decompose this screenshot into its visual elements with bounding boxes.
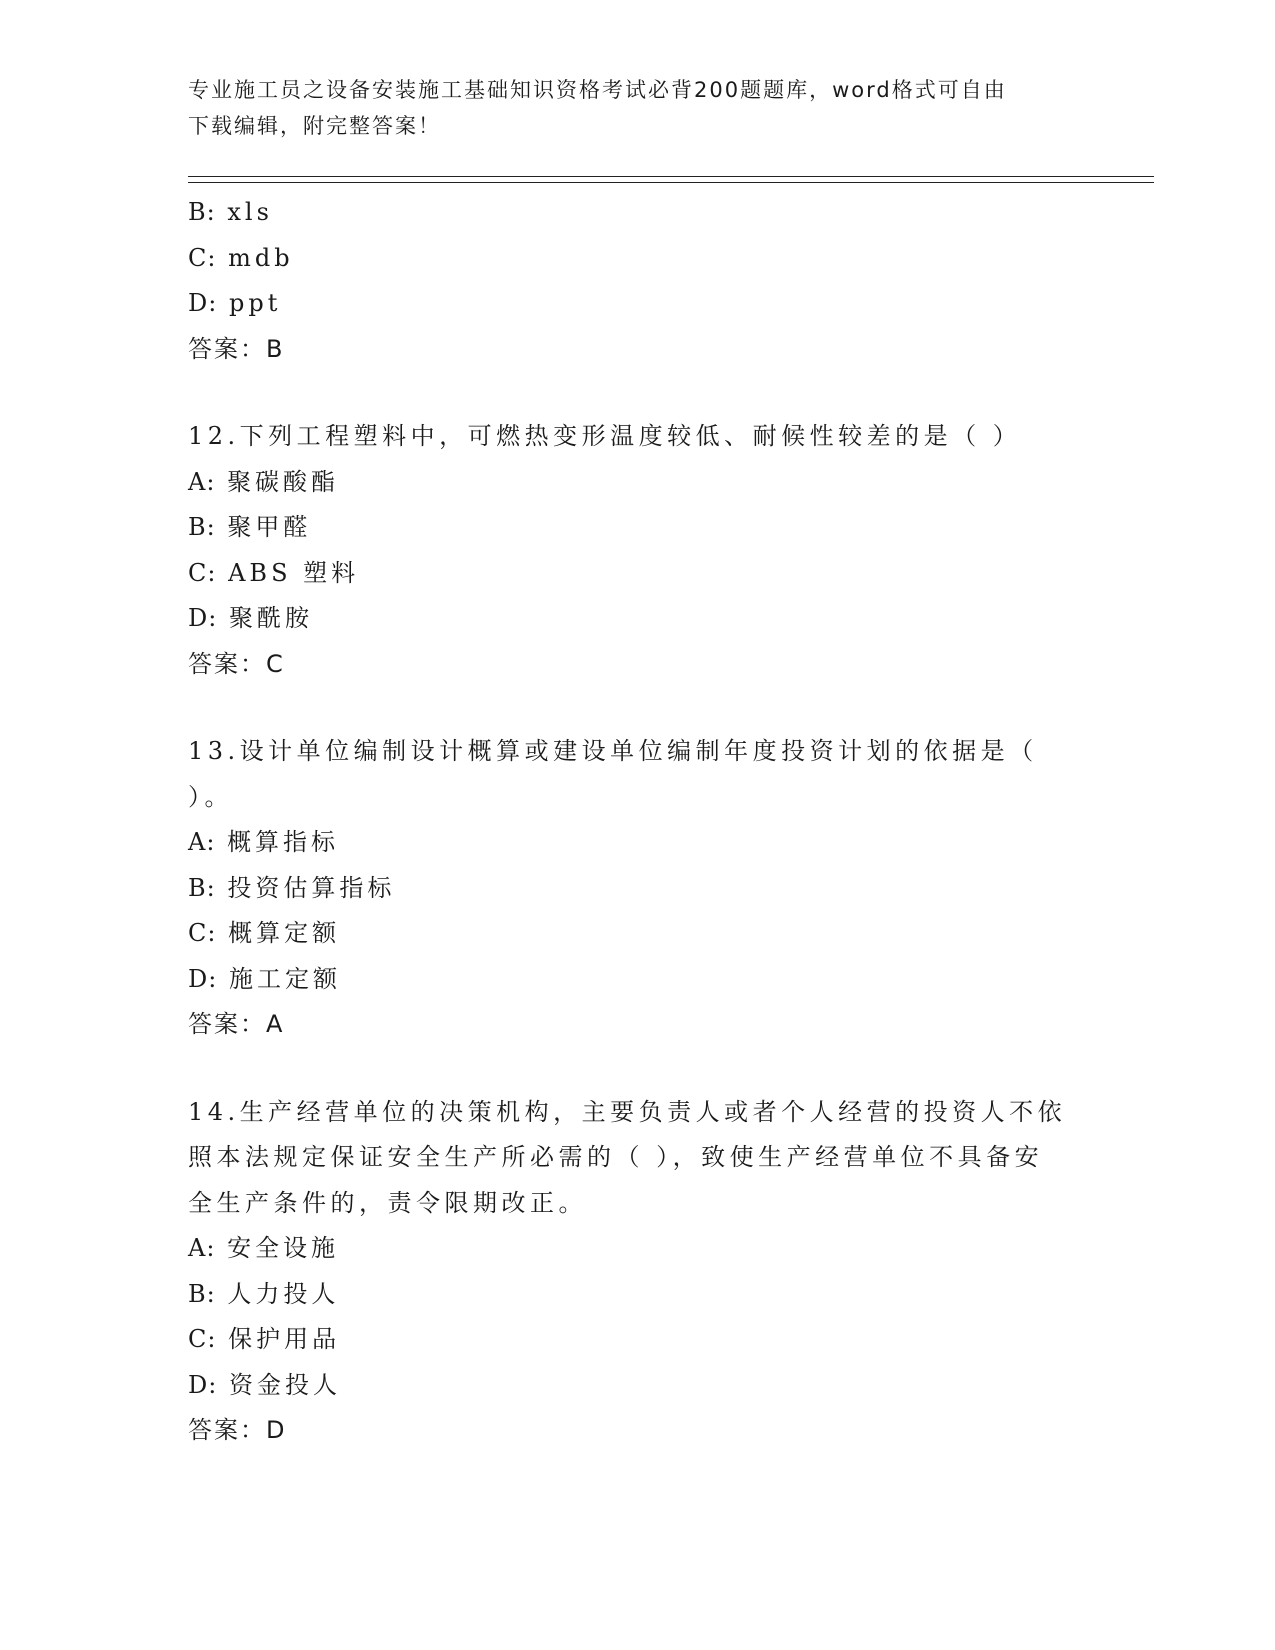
option-prefix: D:: [188, 964, 218, 993]
option-b: [188, 505, 1088, 551]
answer-line: 答案：A: [188, 1010, 285, 1038]
option-text: ABS 塑料: [228, 558, 360, 587]
option-prefix: B:: [188, 513, 216, 541]
spacer: [188, 1048, 1088, 1090]
spacer: [188, 372, 1088, 414]
option-text: 概算指标: [227, 828, 340, 856]
answer-line: 答案：B: [188, 334, 285, 363]
option-text: 聚酰胺: [228, 604, 313, 632]
spacer: [188, 687, 1088, 729]
option-text: ppt: [228, 289, 282, 317]
answer-line: 答案：C: [188, 649, 285, 678]
option-prefix: A:: [188, 467, 216, 496]
question-block-14: [188, 1090, 1088, 1454]
option-prefix: C:: [188, 1325, 217, 1353]
option-prefix: B:: [188, 1279, 216, 1308]
question-text: 14.生产经营单位的决策机构，主要负责人或者个人经营的投资人不依: [188, 1097, 1067, 1126]
option-d: [188, 1363, 1088, 1409]
option-a: [188, 820, 1088, 866]
option-text: 聚碳酸酯: [227, 467, 340, 496]
option-b: [188, 866, 1088, 912]
header-divider-top: [188, 176, 1154, 177]
option-text: xls: [227, 198, 273, 226]
option-text: 施工定额: [228, 964, 341, 993]
option-prefix: C:: [188, 243, 217, 272]
option-text: 投资估算指标: [227, 873, 396, 902]
option-a: [188, 1226, 1088, 1272]
header-divider-bottom: [188, 182, 1154, 183]
question-block-12: [188, 414, 1088, 687]
option-prefix: A:: [188, 828, 216, 856]
option-prefix: A:: [188, 1234, 216, 1262]
option-d: [188, 281, 1088, 327]
question-text: ）。: [188, 782, 233, 811]
question-block-prev: [188, 190, 1088, 372]
option-prefix: D:: [188, 1370, 218, 1399]
option-text: 安全设施: [227, 1234, 340, 1262]
option-prefix: D:: [188, 289, 218, 317]
option-prefix: B:: [188, 198, 216, 226]
option-prefix: D:: [188, 604, 218, 632]
document-header: [188, 72, 1088, 144]
option-c: [188, 236, 1088, 282]
option-text: 保护用品: [228, 1325, 341, 1353]
question-text: 全生产条件的，责令限期改正。: [188, 1188, 587, 1217]
option-b: [188, 1272, 1088, 1318]
question-block-13: [188, 729, 1088, 1048]
header-line-1: 专业施工员之设备安装施工基础知识资格考试必背200题题库，word格式可自由: [188, 78, 1007, 102]
question-list: [188, 190, 1088, 1454]
option-c: [188, 551, 1088, 597]
option-text: 聚甲醛: [227, 513, 312, 541]
option-a: [188, 460, 1088, 506]
option-prefix: B:: [188, 873, 216, 902]
option-b: [188, 190, 1088, 236]
option-d: [188, 957, 1088, 1003]
answer-line: 答案：D: [188, 1416, 287, 1444]
option-c: [188, 1317, 1088, 1363]
question-text: 照本法规定保证安全生产所必需的（ ），致使生产经营单位不具备安: [188, 1143, 1044, 1171]
option-prefix: C:: [188, 558, 217, 587]
option-text: 资金投人: [228, 1370, 341, 1399]
option-text: mdb: [228, 243, 294, 272]
option-d: [188, 596, 1088, 642]
option-text: 人力投人: [227, 1279, 340, 1308]
question-text: 13.设计单位编制设计概算或建设单位编制年度投资计划的依据是（: [188, 737, 1038, 765]
header-line-2: 下载编辑，附完整答案！: [188, 114, 441, 138]
option-text: 概算定额: [228, 919, 341, 947]
option-prefix: C:: [188, 919, 217, 947]
option-c: [188, 911, 1088, 957]
question-text: 12.下列工程塑料中，可燃热变形温度较低、耐候性较差的是（ ）: [188, 422, 1022, 450]
